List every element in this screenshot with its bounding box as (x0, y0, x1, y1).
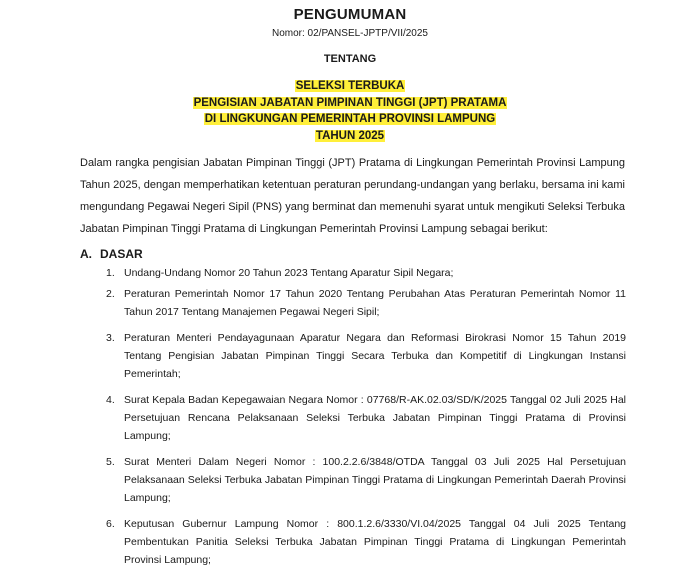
list-item (106, 453, 626, 507)
list-item (106, 391, 626, 445)
tentang-heading: TENTANG (323, 53, 377, 65)
list-item-number: 1. (106, 267, 115, 279)
list-item-number: 3. (106, 332, 115, 344)
document-number: Nomor: 02/PANSEL-JPTP/VII/2025 (272, 28, 428, 39)
list-item-text: Undang-Undang Nomor 20 Tahun 2023 Tentang Aparatur Sipil Negara; (124, 267, 454, 279)
list-item-number: 6. (106, 518, 115, 530)
subject-line-3: DI LINGKUNGAN PEMERINTAH PROVINSI LAMPUNG (204, 113, 496, 125)
list-item-text: Peraturan Menteri Pendayagunaan Aparatur Negara dan Reformasi Birokrasi Nomor 15 Tahun 2019 Tentang Pengisian Jabatan Pimpinan Tinggi Secara Terbuka dan Kompetitif di Lingkungan Instansi Pemerintah; (124, 332, 626, 380)
list-item-text: Peraturan Pemerintah Nomor 17 Tahun 2020 Tentang Perubahan Atas Peraturan Pemerintah Nomor 11 Tahun 2017 Tentang Manajemen Pegawai Negeri Sipil; (124, 288, 626, 318)
list-item-text: Surat Menteri Dalam Negeri Nomor : 100.2.2.6/3848/OTDA Tanggal 03 Juli 2025 Hal Persetujuan Pelaksanaan Seleksi Terbuka Jabatan Pimpinan Tinggi Pratama di Lingkungan Pemerintah Daerah Provinsi Lampung; (124, 456, 626, 504)
list-item (106, 264, 626, 282)
subject-line-2: PENGISIAN JABATAN PIMPINAN TINGGI (JPT) PRATAMA (193, 96, 507, 109)
section-title: DASAR (100, 247, 143, 261)
list-item-number: 2. (106, 288, 115, 300)
list-item (106, 515, 626, 569)
subject-line-4: TAHUN 2025 (315, 129, 385, 142)
list-item-text: Surat Kepala Badan Kepegawaian Negara Nomor : 07768/R-AK.02.03/SD/K/2025 Tanggal 02 Juli 2025 Hal Persetujuan Rencana Pelaksanaan Seleksi Terbuka Jabatan Pimpinan Tinggi Pratama di Provinsi Lampung; (124, 394, 626, 442)
intro-paragraph: Dalam rangka pengisian Jabatan Pimpinan Tinggi (JPT) Pratama di Lingkungan Pemerintah Provinsi Lampung Tahun 2025, dengan memperhatikan ketentuan peraturan perundang-undangan yang berlaku, bersama ini kami mengundang Pegawai Negeri Sipil (PNS) yang berminat dan memenuhi syarat untuk mengikuti Seleksi Terbuka Jabatan Pimpinan Tinggi Pratama di Lingkungan Pemerintah Provinsi Lampung sebagai berikut: (80, 157, 625, 235)
announcement-subject (0, 78, 700, 144)
subject-line-1: SELEKSI TERBUKA (295, 80, 405, 92)
section-heading (80, 247, 143, 261)
list-item-text: Keputusan Gubernur Lampung Nomor : 800.1.2.6/3330/VI.04/2025 Tanggal 04 Juli 2025 Tentang Pembentukan Panitia Seleksi Terbuka Jabatan Pimpinan Tinggi Pratama di Lingkungan Pemerintah Provinsi Lampung; (124, 518, 626, 566)
list-item (106, 329, 626, 383)
document-title: PENGUMUMAN (293, 6, 407, 23)
list-item-number: 4. (106, 394, 115, 406)
list-item (106, 285, 626, 321)
section-letter: A. (80, 247, 92, 261)
list-item-number: 5. (106, 456, 115, 468)
dasar-list (106, 264, 626, 577)
